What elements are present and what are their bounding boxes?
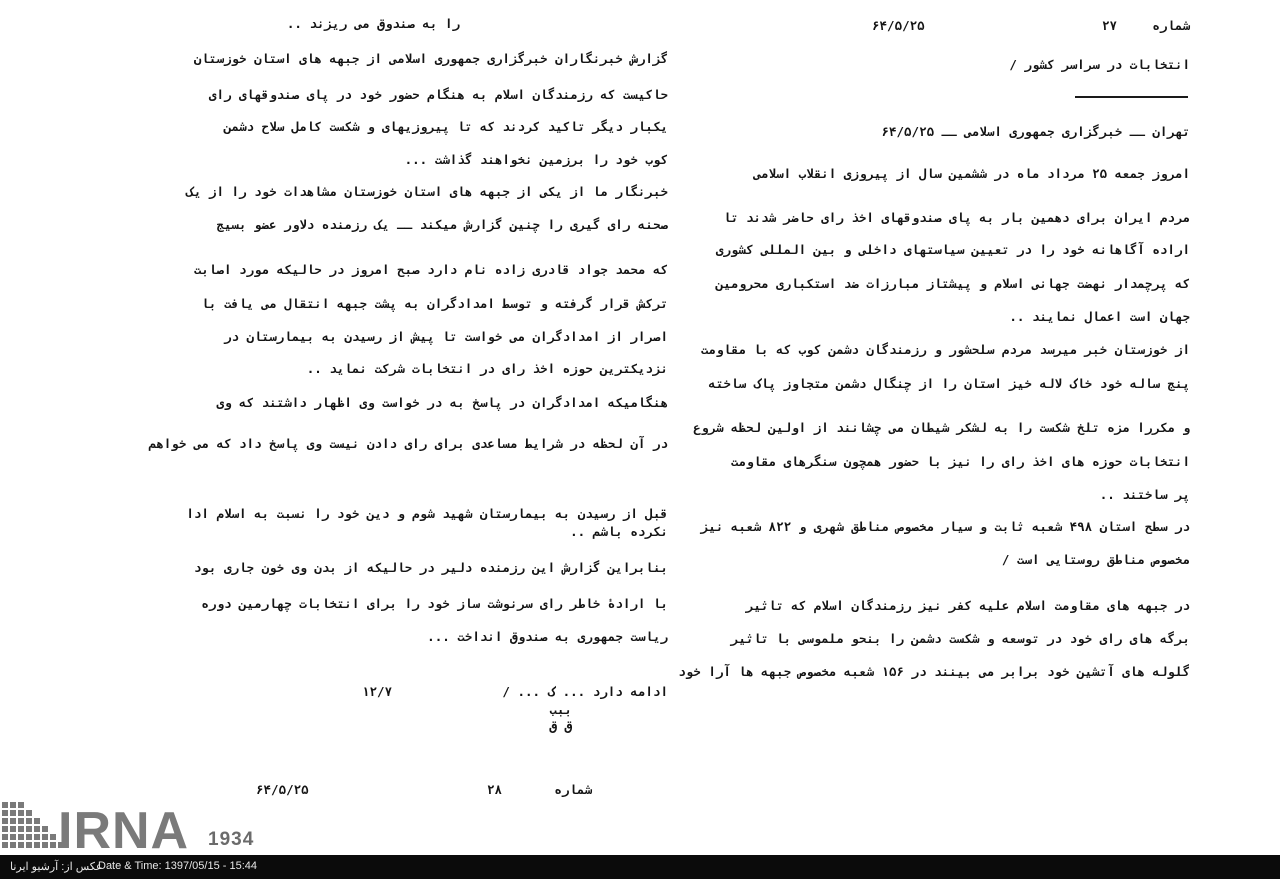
time-stamp: ۱۲/۷ — [362, 684, 393, 699]
right-line: که پرچمدار نهضت جهانی اسلام و پیشتاز مبارزات ضد استکباری محرومین — [715, 276, 1190, 291]
left-line: ترکش قرار گرفته و توسط امدادگران به پشت جبهه انتقال می یافت با — [201, 296, 668, 311]
left-line: در آن لحظه در شرایط مساعدی برای رای دادن نیست وی پاسخ داد که می خواهم — [148, 436, 668, 451]
right-line: برگه های رای خود در توسعه و شکست دشمن را بنحو ملموسی با تاثیر — [730, 631, 1190, 646]
right-page-date: ۶۴/۵/۲۵ — [872, 18, 925, 33]
right-line: مردم ایران برای دهمین بار به پای صندوقهای اخذ رای حاضر شدند تا — [723, 210, 1190, 225]
left-page-date: ۶۴/۵/۲۵ — [256, 782, 309, 797]
left-line: هنگامیکه امدادگران در پاسخ به در خواست وی اظهار داشتند که وی — [216, 395, 668, 410]
left-page-number: ۲۸ — [487, 782, 503, 797]
right-line: در سطح استان ۴۹۸ شعبه ثابت و سیار مخصوص مناطق شهری و ۸۲۲ شعبه نیز — [700, 519, 1190, 534]
left-line: که محمد جواد قادری زاده نام دارد صبح امروز در حالیکه مورد اصابت — [193, 262, 668, 277]
right-line: در جبهه های مقاومت اسلام علیه کفر نیز رزمندگان اسلام که تاثیر — [745, 598, 1190, 613]
irna-brand-text: IRNA — [58, 802, 190, 854]
right-line: پر ساختند .. — [1099, 487, 1190, 502]
right-line: از خوزستان خبر میرسد مردم سلحشور و رزمندگان دشمن کوب که با مقاومت — [700, 342, 1190, 357]
left-line: بنابراین گزارش این رزمنده دلیر در حالیکه از بدن وی خون جاری بود — [193, 560, 668, 575]
left-line: صحنه رای گیری را چنین گزارش میکند ــ یک رزمنده دلاور عضو بسیج — [216, 217, 668, 232]
headline: انتخابات در سراسر کشور / — [1009, 57, 1190, 72]
irna-logo-year: 1934 — [208, 829, 255, 850]
right-page-number-label: شماره — [1152, 18, 1190, 33]
left-page-number-label: شماره — [554, 782, 592, 797]
initials: ببب — [549, 702, 572, 717]
left-line: نکرده باشم .. — [570, 524, 668, 539]
left-line: گزارش خبرنگاران خبرگزاری جمهوری اسلامی از جبهه های استان خوزستان — [193, 51, 668, 66]
dateline: تهران ــ خبرگزاری جمهوری اسلامی ــ ۶۴/۵/۲۵ — [881, 124, 1190, 139]
left-line: خبرنگار ما از یکی از جبهه های استان خوزستان مشاهدات خود را از یک — [186, 184, 668, 199]
left-line: با ارادهٔ خاطر رای سرنوشت ساز خود را برای انتخابات چهارمین دوره — [201, 596, 668, 611]
date-time: Date & Time: 1397/05/15 - 15:44 — [98, 860, 257, 872]
left-line: نزدیکترین حوزه اخذ رای در انتخابات شرکت نماید .. — [306, 361, 668, 376]
right-line: پنج ساله خود خاک لاله خیز استان را از چنگال دشمن متجاوز پاک ساخته — [708, 376, 1190, 391]
right-line: امروز جمعه ۲۵ مرداد ماه در ششمین سال از پیروزی انقلاب اسلامی — [753, 166, 1190, 181]
right-line: مخصوص مناطق روستایی است / — [1001, 552, 1190, 567]
left-line: کوب خود را برزمین نخواهند گذاشت ... — [404, 152, 668, 167]
footer-bar — [0, 855, 1280, 879]
right-line: جهان است اعمال نمایند .. — [1009, 309, 1190, 324]
left-line: یکبار دیگر تاکید کردند که تا پیروزیهای و شکست کامل سلاح دشمن — [223, 119, 668, 134]
photo-source: عکس از: آرشیو ایرنا — [10, 861, 103, 873]
right-line: انتخابات حوزه های اخذ رای را نیز با حضور همچون سنگرهای مقاومت — [730, 454, 1190, 469]
initials: ق ق — [549, 718, 572, 733]
left-line: قبل از رسیدن به بیمارستان شهید شوم و دین خود را نسبت به اسلام ادا — [186, 506, 668, 521]
right-line: اراده آگاهانه خود را در تعیین سیاستهای داخلی و بین المللی کشوری — [715, 242, 1190, 257]
right-page-number: ۲۷ — [1102, 18, 1118, 33]
right-line: و مکررا مزه تلخ شکست را به لشکر شیطان می چشانند از اولین لحظه شروع — [693, 420, 1190, 435]
headline-underline — [1075, 96, 1188, 98]
right-line: گلوله های آتشین خود برابر می بینند در ۱۵۶ شعبه مخصوص جبهه ها آرا خود — [678, 664, 1190, 679]
left-line: را به صندوق می ریزند .. — [286, 16, 460, 31]
left-line: حاکیست که رزمندگان اسلام به هنگام حضور خود در پای صندوقهای رای — [208, 87, 668, 102]
left-line: ریاست جمهوری به صندوق انداخت ... — [427, 629, 668, 644]
left-line: اصرار از امدادگران می خواست تا پیش از رسیدن به بیمارستان در — [223, 329, 668, 344]
continued-label: ادامه دارد ... ک ... / — [502, 684, 668, 699]
